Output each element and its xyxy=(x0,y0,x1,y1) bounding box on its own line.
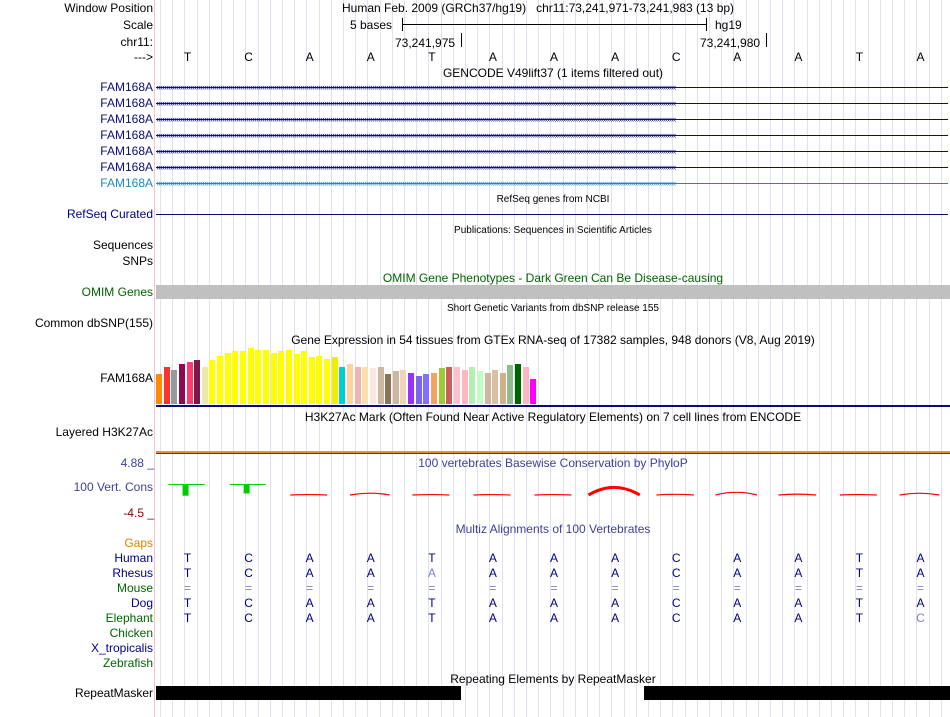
conservation-neg-bar xyxy=(183,485,189,496)
multiz-base: C xyxy=(244,551,253,565)
coord-left: 73,241,975 xyxy=(395,36,456,50)
gtex-tissue-bar[interactable] xyxy=(278,351,284,404)
multiz-species-label[interactable]: Elephant xyxy=(105,611,153,625)
gtex-tissue-bar[interactable] xyxy=(187,362,193,404)
conservation-peak xyxy=(657,494,694,495)
gtex-tissue-bar[interactable] xyxy=(378,367,384,404)
multiz-base: A xyxy=(488,566,497,580)
gencode-gene-label[interactable]: FAM168A xyxy=(100,96,153,110)
multiz-base: A xyxy=(488,596,497,610)
multiz-base: A xyxy=(794,566,803,580)
gencode-gene-label[interactable]: FAM168A xyxy=(100,128,153,142)
multiz-base: A xyxy=(550,611,559,625)
reference-base: A xyxy=(916,50,925,64)
gencode-gene-label[interactable]: FAM168A xyxy=(100,176,153,190)
multiz-base: T xyxy=(855,551,864,565)
multiz-base: A xyxy=(488,551,497,565)
gtex-tissue-bar[interactable] xyxy=(332,357,338,404)
h3k27ac-title: H3K27Ac Mark (Often Found Near Active Regulatory Elements) on 7 cell lines from ENCODE xyxy=(304,410,802,424)
multiz-base: A xyxy=(550,566,559,580)
multiz-species-label[interactable]: Rhesus xyxy=(112,566,153,580)
multiz-base: A xyxy=(794,596,803,610)
scale-bar-right-tick xyxy=(706,18,707,31)
multiz-species-label[interactable]: X_tropicalis xyxy=(90,641,153,655)
reference-base: A xyxy=(305,50,314,64)
gtex-tissue-bar[interactable] xyxy=(355,367,361,404)
gtex-tissue-bar[interactable] xyxy=(485,373,491,404)
gtex-tissue-bar[interactable] xyxy=(385,374,391,404)
gtex-tissue-bar[interactable] xyxy=(255,350,261,404)
multiz-base: C xyxy=(671,566,681,580)
multiz-base: A xyxy=(305,596,314,610)
gencode-strand-arrows: ‹‹‹‹‹‹‹‹‹‹‹‹‹‹‹‹‹‹‹‹‹‹‹‹‹‹‹‹‹‹‹‹‹‹‹‹‹‹‹‹‹‹‹‹‹‹‹‹‹‹‹‹‹‹‹‹‹‹‹‹‹‹‹‹‹‹‹‹‹‹‹‹‹‹‹‹‹‹‹‹‹‹‹‹‹‹‹‹‹‹‹‹‹‹‹‹‹‹‹‹‹‹‹‹‹‹‹‹‹‹‹‹‹‹‹‹‹‹‹‹‹‹‹‹‹‹‹‹‹‹‹‹‹‹‹‹‹‹‹‹‹‹‹‹‹‹‹‹‹‹‹‹‹‹‹‹‹‹‹‹‹‹‹‹‹‹‹‹‹‹‹‹‹‹‹‹‹‹‹‹‹‹‹‹‹‹‹‹‹‹‹‹‹‹‹‹‹‹‹‹‹‹‹‹‹‹‹‹‹‹‹‹‹‹‹‹‹‹‹‹‹‹‹‹‹‹‹‹‹‹‹‹‹‹‹‹‹‹‹‹‹‹‹‹‹‹‹‹‹‹‹‹‹‹‹‹‹‹‹‹ xyxy=(156,82,676,92)
multiz-base: = xyxy=(855,581,863,595)
conservation-peak xyxy=(716,492,757,495)
multiz-base: C xyxy=(244,596,253,610)
gencode-strand-arrows: ‹‹‹‹‹‹‹‹‹‹‹‹‹‹‹‹‹‹‹‹‹‹‹‹‹‹‹‹‹‹‹‹‹‹‹‹‹‹‹‹‹‹‹‹‹‹‹‹‹‹‹‹‹‹‹‹‹‹‹‹‹‹‹‹‹‹‹‹‹‹‹‹‹‹‹‹‹‹‹‹‹‹‹‹‹‹‹‹‹‹‹‹‹‹‹‹‹‹‹‹‹‹‹‹‹‹‹‹‹‹‹‹‹‹‹‹‹‹‹‹‹‹‹‹‹‹‹‹‹‹‹‹‹‹‹‹‹‹‹‹‹‹‹‹‹‹‹‹‹‹‹‹‹‹‹‹‹‹‹‹‹‹‹‹‹‹‹‹‹‹‹‹‹‹‹‹‹‹‹‹‹‹‹‹‹‹‹‹‹‹‹‹‹‹‹‹‹‹‹‹‹‹‹‹‹‹‹‹‹‹‹‹‹‹‹‹‹‹‹‹‹‹‹‹‹‹‹‹‹‹‹‹‹‹‹‹‹‹‹‹‹‹‹‹‹‹‹‹‹‹‹‹‹‹‹‹‹‹‹‹ xyxy=(156,130,676,140)
gtex-tissue-bar[interactable] xyxy=(316,356,322,404)
gtex-tissue-bar[interactable] xyxy=(439,368,445,404)
gtex-tissue-bar[interactable] xyxy=(217,356,223,404)
window-position-label: Window Position xyxy=(64,1,153,15)
multiz-base: = xyxy=(550,581,558,595)
scale-label: Scale xyxy=(122,18,153,32)
gtex-tissue-bar[interactable] xyxy=(156,374,162,404)
omim-title: OMIM Gene Phenotypes - Dark Green Can Be Disease-causing xyxy=(382,271,724,285)
gencode-gene-label[interactable]: FAM168A xyxy=(100,112,153,126)
repeatmasker-title: Repeating Elements by RepeatMasker xyxy=(450,672,656,686)
gencode-gene-label[interactable]: FAM168A xyxy=(100,80,153,94)
gencode-strand-arrows: ‹‹‹‹‹‹‹‹‹‹‹‹‹‹‹‹‹‹‹‹‹‹‹‹‹‹‹‹‹‹‹‹‹‹‹‹‹‹‹‹‹‹‹‹‹‹‹‹‹‹‹‹‹‹‹‹‹‹‹‹‹‹‹‹‹‹‹‹‹‹‹‹‹‹‹‹‹‹‹‹‹‹‹‹‹‹‹‹‹‹‹‹‹‹‹‹‹‹‹‹‹‹‹‹‹‹‹‹‹‹‹‹‹‹‹‹‹‹‹‹‹‹‹‹‹‹‹‹‹‹‹‹‹‹‹‹‹‹‹‹‹‹‹‹‹‹‹‹‹‹‹‹‹‹‹‹‹‹‹‹‹‹‹‹‹‹‹‹‹‹‹‹‹‹‹‹‹‹‹‹‹‹‹‹‹‹‹‹‹‹‹‹‹‹‹‹‹‹‹‹‹‹‹‹‹‹‹‹‹‹‹‹‹‹‹‹‹‹‹‹‹‹‹‹‹‹‹‹‹‹‹‹‹‹‹‹‹‹‹‹‹‹‹‹‹‹‹‹‹‹‹‹‹‹‹‹‹‹‹‹ xyxy=(156,146,676,156)
gtex-tissue-bar[interactable] xyxy=(209,360,215,404)
gtex-tissue-bar[interactable] xyxy=(347,364,353,404)
gtex-tissue-bar[interactable] xyxy=(164,367,170,404)
multiz-base: = xyxy=(428,581,436,595)
multiz-base: A xyxy=(427,566,436,580)
conservation-label[interactable]: 100 Vert. Cons xyxy=(73,480,153,494)
multiz-base: = xyxy=(672,581,680,595)
multiz-base: A xyxy=(366,551,375,565)
gtex-tissue-bar[interactable] xyxy=(294,354,300,404)
gtex-tissue-bar[interactable] xyxy=(263,350,269,404)
multiz-base: T xyxy=(855,596,864,610)
gencode-gene-label[interactable]: FAM168A xyxy=(100,160,153,174)
multiz-base: A xyxy=(366,566,375,580)
multiz-base: = xyxy=(733,581,741,595)
multiz-base: = xyxy=(245,581,253,595)
repeatmasker-block-1[interactable] xyxy=(156,686,461,700)
multiz-base: C xyxy=(671,596,681,610)
reference-base: C xyxy=(244,50,253,64)
omim-bar[interactable] xyxy=(156,285,950,299)
publications-sequences-label[interactable]: Sequences xyxy=(92,238,153,252)
multiz-base: = xyxy=(184,581,192,595)
gtex-tissue-bar[interactable] xyxy=(500,373,506,404)
reference-base: A xyxy=(488,50,497,64)
conservation-peak xyxy=(588,487,639,495)
reference-base: T xyxy=(855,50,864,64)
gtex-tissue-bar[interactable] xyxy=(446,367,452,404)
omim-label[interactable]: OMIM Genes xyxy=(81,285,153,299)
strand-label: ---> xyxy=(134,50,153,64)
refseq-gene-line[interactable] xyxy=(156,214,948,215)
multiz-base: = xyxy=(489,581,497,595)
multiz-base: A xyxy=(916,596,925,610)
conservation-neg-bar xyxy=(244,485,250,493)
multiz-base: A xyxy=(611,551,620,565)
multiz-base: T xyxy=(183,566,192,580)
scale-length: 5 bases xyxy=(350,18,393,32)
multiz-species-label[interactable]: Dog xyxy=(130,596,153,610)
conservation-peak xyxy=(778,494,816,495)
multiz-base: A xyxy=(366,611,375,625)
multiz-base: A xyxy=(916,551,925,565)
multiz-base: A xyxy=(733,551,742,565)
multiz-base: T xyxy=(428,596,436,610)
multiz-base: A xyxy=(366,596,375,610)
h3k27ac-baseline xyxy=(156,453,950,454)
reference-base: T xyxy=(183,50,192,64)
multiz-base: A xyxy=(794,611,803,625)
multiz-species-label[interactable]: Mouse xyxy=(116,581,153,595)
multiz-base: A xyxy=(305,566,314,580)
gtex-bar-chart[interactable] xyxy=(156,346,556,404)
multiz-base: A xyxy=(305,611,314,625)
gtex-tissue-bar[interactable] xyxy=(416,376,422,404)
reference-base: A xyxy=(611,50,620,64)
publications-snps-label[interactable]: SNPs xyxy=(122,254,153,268)
gencode-strand-arrows: ‹‹‹‹‹‹‹‹‹‹‹‹‹‹‹‹‹‹‹‹‹‹‹‹‹‹‹‹‹‹‹‹‹‹‹‹‹‹‹‹‹‹‹‹‹‹‹‹‹‹‹‹‹‹‹‹‹‹‹‹‹‹‹‹‹‹‹‹‹‹‹‹‹‹‹‹‹‹‹‹‹‹‹‹‹‹‹‹‹‹‹‹‹‹‹‹‹‹‹‹‹‹‹‹‹‹‹‹‹‹‹‹‹‹‹‹‹‹‹‹‹‹‹‹‹‹‹‹‹‹‹‹‹‹‹‹‹‹‹‹‹‹‹‹‹‹‹‹‹‹‹‹‹‹‹‹‹‹‹‹‹‹‹‹‹‹‹‹‹‹‹‹‹‹‹‹‹‹‹‹‹‹‹‹‹‹‹‹‹‹‹‹‹‹‹‹‹‹‹‹‹‹‹‹‹‹‹‹‹‹‹‹‹‹‹‹‹‹‹‹‹‹‹‹‹‹‹‹‹‹‹‹‹‹‹‹‹‹‹‹‹‹‹‹‹‹‹‹‹‹‹‹‹‹‹‹‹‹‹‹ xyxy=(156,162,676,172)
gencode-strand-arrows: ‹‹‹‹‹‹‹‹‹‹‹‹‹‹‹‹‹‹‹‹‹‹‹‹‹‹‹‹‹‹‹‹‹‹‹‹‹‹‹‹‹‹‹‹‹‹‹‹‹‹‹‹‹‹‹‹‹‹‹‹‹‹‹‹‹‹‹‹‹‹‹‹‹‹‹‹‹‹‹‹‹‹‹‹‹‹‹‹‹‹‹‹‹‹‹‹‹‹‹‹‹‹‹‹‹‹‹‹‹‹‹‹‹‹‹‹‹‹‹‹‹‹‹‹‹‹‹‹‹‹‹‹‹‹‹‹‹‹‹‹‹‹‹‹‹‹‹‹‹‹‹‹‹‹‹‹‹‹‹‹‹‹‹‹‹‹‹‹‹‹‹‹‹‹‹‹‹‹‹‹‹‹‹‹‹‹‹‹‹‹‹‹‹‹‹‹‹‹‹‹‹‹‹‹‹‹‹‹‹‹‹‹‹‹‹‹‹‹‹‹‹‹‹‹‹‹‹‹‹‹‹‹‹‹‹‹‹‹‹‹‹‹‹‹‹‹‹‹‹‹‹‹‹‹‹‹‹‹‹‹ xyxy=(156,178,676,188)
multiz-base: T xyxy=(855,611,864,625)
gtex-tissue-bar[interactable] xyxy=(462,370,468,404)
multiz-species-label[interactable]: Human xyxy=(114,551,153,565)
gtex-tissue-bar[interactable] xyxy=(194,360,200,404)
assembly-position-text: Human Feb. 2009 (GRCh37/hg19) chr11:73,241,971-73,241,983 (13 bp) xyxy=(342,1,735,15)
multiz-base: T xyxy=(855,566,864,580)
dbsnp-label[interactable]: Common dbSNP(155) xyxy=(34,316,153,330)
multiz-species-label[interactable]: Zebrafish xyxy=(102,656,153,670)
gtex-tissue-bar[interactable] xyxy=(408,373,414,404)
gtex-tissue-bar[interactable] xyxy=(179,364,185,404)
multiz-base: T xyxy=(183,596,192,610)
gtex-tissue-bar[interactable] xyxy=(324,359,330,404)
gtex-tissue-bar[interactable] xyxy=(271,353,277,404)
multiz-base: C xyxy=(244,566,253,580)
gtex-tissue-bar[interactable] xyxy=(286,350,292,404)
multiz-base: A xyxy=(916,566,925,580)
multiz-base: = xyxy=(306,581,314,595)
gencode-strand-arrows: ‹‹‹‹‹‹‹‹‹‹‹‹‹‹‹‹‹‹‹‹‹‹‹‹‹‹‹‹‹‹‹‹‹‹‹‹‹‹‹‹‹‹‹‹‹‹‹‹‹‹‹‹‹‹‹‹‹‹‹‹‹‹‹‹‹‹‹‹‹‹‹‹‹‹‹‹‹‹‹‹‹‹‹‹‹‹‹‹‹‹‹‹‹‹‹‹‹‹‹‹‹‹‹‹‹‹‹‹‹‹‹‹‹‹‹‹‹‹‹‹‹‹‹‹‹‹‹‹‹‹‹‹‹‹‹‹‹‹‹‹‹‹‹‹‹‹‹‹‹‹‹‹‹‹‹‹‹‹‹‹‹‹‹‹‹‹‹‹‹‹‹‹‹‹‹‹‹‹‹‹‹‹‹‹‹‹‹‹‹‹‹‹‹‹‹‹‹‹‹‹‹‹‹‹‹‹‹‹‹‹‹‹‹‹‹‹‹‹‹‹‹‹‹‹‹‹‹‹‹‹‹‹‹‹‹‹‹‹‹‹‹‹‹‹‹‹‹‹‹‹‹‹‹‹‹‹‹‹‹‹ xyxy=(156,114,676,124)
gtex-tissue-bar[interactable] xyxy=(507,365,513,404)
conservation-min: -4.5 _ xyxy=(123,506,154,520)
gencode-gene-label[interactable]: FAM168A xyxy=(100,144,153,158)
gtex-tissue-bar[interactable] xyxy=(469,367,475,404)
gtex-tissue-bar[interactable] xyxy=(477,371,483,404)
conservation-neg-line xyxy=(230,484,266,485)
refseq-title: RefSeq genes from NCBI xyxy=(496,194,610,205)
refseq-label[interactable]: RefSeq Curated xyxy=(66,207,153,221)
multiz-base: C xyxy=(244,611,253,625)
gencode-title[interactable]: GENCODE V49lift37 (1 items filtered out) xyxy=(442,66,664,80)
gtex-tissue-bar[interactable] xyxy=(492,370,498,404)
reference-base: T xyxy=(428,50,436,64)
gtex-tissue-bar[interactable] xyxy=(362,367,368,404)
dbsnp-title: Short Genetic Variants from dbSNP release 155 xyxy=(447,303,659,314)
label-divider xyxy=(154,0,155,717)
gtex-tissue-bar[interactable] xyxy=(232,351,238,404)
scale-bar xyxy=(402,24,706,25)
conservation-plot[interactable] xyxy=(156,470,950,520)
coord-right: 73,241,980 xyxy=(700,36,761,50)
gtex-tissue-bar[interactable] xyxy=(523,367,529,404)
gtex-tissue-bar[interactable] xyxy=(530,379,536,404)
publications-title: Publications: Sequences in Scientific Articles xyxy=(454,225,652,236)
multiz-base: A xyxy=(733,566,742,580)
gtex-tissue-bar[interactable] xyxy=(309,357,315,404)
multiz-base: = xyxy=(611,581,619,595)
multiz-base: T xyxy=(183,551,192,565)
reference-base: A xyxy=(550,50,559,64)
multiz-base: T xyxy=(183,611,192,625)
conservation-max: 4.88 _ xyxy=(120,456,154,470)
repeatmasker-block-2[interactable] xyxy=(644,686,950,700)
multiz-base: A xyxy=(611,566,620,580)
gtex-tissue-bar[interactable] xyxy=(301,351,307,404)
multiz-base: A xyxy=(733,611,742,625)
multiz-base: A xyxy=(305,551,314,565)
multiz-base: A xyxy=(611,596,620,610)
gtex-baseline xyxy=(156,405,950,407)
reference-base: C xyxy=(671,50,681,64)
gtex-label[interactable]: FAM168A xyxy=(100,371,153,385)
gtex-tissue-bar[interactable] xyxy=(202,367,208,404)
multiz-gaps-label[interactable]: Gaps xyxy=(124,536,153,550)
multiz-base: A xyxy=(550,596,559,610)
multiz-base: A xyxy=(611,611,620,625)
conservation-title: 100 vertebrates Basewise Conservation by PhyloP xyxy=(418,456,688,470)
scale-assembly: hg19 xyxy=(715,18,742,32)
reference-base: A xyxy=(794,50,803,64)
gtex-tissue-bar[interactable] xyxy=(400,370,406,404)
coord-right-tick xyxy=(766,33,767,47)
gtex-tissue-bar[interactable] xyxy=(248,348,254,404)
chrom-label: chr11: xyxy=(120,35,153,49)
reference-base: A xyxy=(733,50,742,64)
gtex-tissue-bar[interactable] xyxy=(515,364,521,404)
gtex-tissue-bar[interactable] xyxy=(370,368,376,404)
coord-left-tick xyxy=(461,33,462,47)
conservation-peak xyxy=(900,493,940,495)
multiz-base: C xyxy=(671,551,681,565)
gtex-tissue-bar[interactable] xyxy=(339,367,345,404)
multiz-base: A xyxy=(733,596,742,610)
multiz-base: C xyxy=(916,611,925,625)
multiz-base: = xyxy=(916,581,924,595)
gtex-tissue-bar[interactable] xyxy=(225,353,231,404)
multiz-title: Multiz Alignments of 100 Vertebrates xyxy=(455,522,651,536)
conservation-peak xyxy=(350,493,390,495)
repeatmasker-label[interactable]: RepeatMasker xyxy=(74,686,153,700)
multiz-base: A xyxy=(550,551,559,565)
multiz-base: T xyxy=(428,611,436,625)
multiz-base: T xyxy=(428,551,436,565)
gtex-tissue-bar[interactable] xyxy=(240,351,246,404)
conservation-neg-line xyxy=(169,484,205,485)
gencode-strand-arrows: ‹‹‹‹‹‹‹‹‹‹‹‹‹‹‹‹‹‹‹‹‹‹‹‹‹‹‹‹‹‹‹‹‹‹‹‹‹‹‹‹‹‹‹‹‹‹‹‹‹‹‹‹‹‹‹‹‹‹‹‹‹‹‹‹‹‹‹‹‹‹‹‹‹‹‹‹‹‹‹‹‹‹‹‹‹‹‹‹‹‹‹‹‹‹‹‹‹‹‹‹‹‹‹‹‹‹‹‹‹‹‹‹‹‹‹‹‹‹‹‹‹‹‹‹‹‹‹‹‹‹‹‹‹‹‹‹‹‹‹‹‹‹‹‹‹‹‹‹‹‹‹‹‹‹‹‹‹‹‹‹‹‹‹‹‹‹‹‹‹‹‹‹‹‹‹‹‹‹‹‹‹‹‹‹‹‹‹‹‹‹‹‹‹‹‹‹‹‹‹‹‹‹‹‹‹‹‹‹‹‹‹‹‹‹‹‹‹‹‹‹‹‹‹‹‹‹‹‹‹‹‹‹‹‹‹‹‹‹‹‹‹‹‹‹‹‹‹‹‹‹‹‹‹‹‹‹‹‹‹‹ xyxy=(156,98,676,108)
gtex-tissue-bar[interactable] xyxy=(393,371,399,404)
gtex-tissue-bar[interactable] xyxy=(171,370,177,404)
multiz-base: = xyxy=(367,581,375,595)
h3k27ac-label[interactable]: Layered H3K27Ac xyxy=(55,425,153,439)
scale-bar-left-tick xyxy=(402,18,403,31)
multiz-base: A xyxy=(488,611,497,625)
multiz-species-label[interactable]: Chicken xyxy=(109,626,153,640)
multiz-base: C xyxy=(671,611,681,625)
multiz-base: = xyxy=(794,581,802,595)
gtex-tissue-bar[interactable] xyxy=(454,367,460,404)
gtex-title: Gene Expression in 54 tissues from GTEx RNA-seq of 17382 samples, 948 donors (V8, Aug 2019) xyxy=(291,333,815,347)
multiz-base: A xyxy=(794,551,803,565)
gtex-tissue-bar[interactable] xyxy=(423,374,429,404)
gtex-tissue-bar[interactable] xyxy=(431,373,437,404)
reference-base: A xyxy=(366,50,375,64)
